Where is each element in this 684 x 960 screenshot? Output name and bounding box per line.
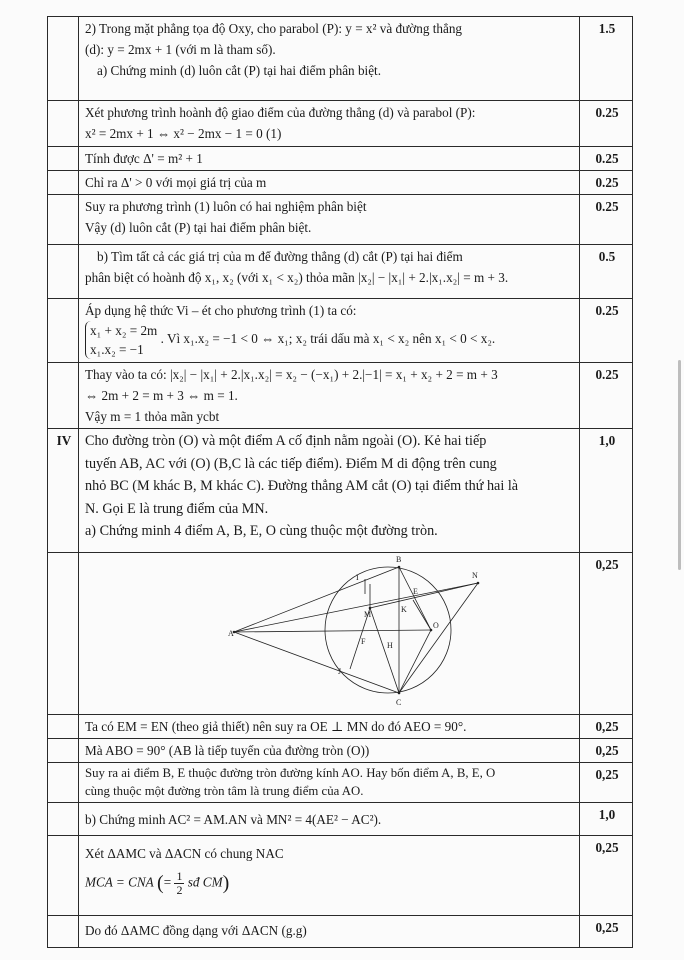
score-cell: 0.25 [580, 147, 633, 171]
table-row [48, 553, 633, 715]
content-line: (d): y = 2mx + 1 (với m là tham số). [85, 42, 276, 57]
label-n: N [472, 571, 478, 580]
content-line: a) Chứng minh (d) luôn cắt (P) tại hai điểm phân biệt. [97, 63, 382, 78]
label-i: I [356, 573, 359, 582]
content-line: Do đó ΔAMC đồng dạng với ΔACN (g.g) [85, 923, 307, 938]
content-line: Ta có EM = EN (theo giả thiết) nên suy ra OE ⊥ MN do đó AEO = 90°. [85, 719, 467, 734]
content-cell [79, 803, 580, 836]
scrollbar-thumb[interactable] [678, 360, 681, 570]
content-line: Chỉ ra Δ' > 0 với mọi giá trị của m [85, 175, 267, 190]
table-row [48, 363, 633, 429]
line-mc [370, 608, 399, 693]
line-eo [413, 600, 431, 630]
content-cell [79, 171, 580, 195]
line-ao [234, 630, 431, 632]
figure-cell [79, 553, 580, 715]
content-line: tuyến AB, AC với (O) (B,C là các tiếp điểm). Điểm M di động trên cung [85, 455, 497, 472]
content-line: nhỏ BC (M khác B, M khác C). Đường thẳng AM cắt (O) tại điểm thứ hai là [85, 478, 519, 494]
content-line: b) Tìm tất cả các giá trị của m để đường thẳng (d) cắt (P) tại hai điểm [97, 249, 463, 264]
table-row [48, 147, 633, 171]
content-line: 2) Trong mặt phẳng tọa độ Oxy, cho parabol (P): y = x² và đường thẳng [85, 21, 463, 36]
score-cell: 1,0 [580, 803, 633, 836]
table-row [48, 101, 633, 147]
score-cell: 0.5 [580, 245, 633, 299]
table-row [48, 836, 633, 916]
table-row [48, 715, 633, 739]
content-line: Suy ra phương trình (1) luôn có hai nghiệm phân biệt [85, 199, 367, 214]
content-line: Suy ra ai điểm B, E thuộc đường tròn đường kính AO. Hay bốn điểm A, B, E, O [85, 766, 496, 780]
table-row [48, 739, 633, 763]
score-cell: 0,25 [580, 763, 633, 803]
content-cell [79, 195, 580, 245]
content-cell [79, 429, 580, 553]
table-row [48, 17, 633, 101]
label-b: B [396, 555, 402, 564]
line-bo [399, 567, 431, 630]
content-line: Vậy m = 1 thỏa mãn ycbt [85, 409, 220, 424]
score-cell: 0,25 [580, 553, 633, 715]
content-cell [79, 763, 580, 803]
content-line: Cho đường tròn (O) và một điểm A cố định nằm ngoài (O). Kẻ hai tiếp [85, 433, 487, 449]
grading-table [47, 16, 633, 948]
table-row [48, 763, 633, 803]
score-cell: 0.25 [580, 299, 633, 363]
equation-right: sđ CM [187, 874, 223, 890]
score-cell: 0,25 [580, 836, 633, 916]
content-line: N. Gọi E là trung điểm của MN. [85, 500, 269, 517]
score-cell: 0.25 [580, 171, 633, 195]
system-brace [85, 321, 157, 359]
content-line: Tính được Δ' = m² + 1 [85, 151, 203, 166]
content-cell [79, 836, 580, 916]
score-cell: 0,25 [580, 715, 633, 739]
angle-equation: MCA = CNA (= $\frac{1}{2}$ sđ CM) [85, 869, 230, 897]
system-eq-1: x₁ + x₂ = 2m [90, 323, 158, 338]
content-cell [79, 299, 580, 363]
label-a: A [228, 629, 234, 638]
tangent-ab [234, 567, 399, 632]
content-cell [79, 245, 580, 299]
score-cell: 0,25 [580, 739, 633, 763]
content-cell [79, 715, 580, 739]
half-fraction [174, 870, 184, 897]
line-nc [399, 583, 478, 693]
content-cell [79, 739, 580, 763]
content-line: cùng thuộc một đường tròn tâm là trung điểm của AO. [85, 784, 364, 798]
table-row [48, 195, 633, 245]
system-eq-2: x₁.x₂ = −1 [90, 342, 144, 357]
table-row [48, 245, 633, 299]
label-h: H [387, 641, 393, 650]
secant-amn [234, 583, 478, 632]
label-e: E [413, 587, 418, 596]
score-cell: 0.25 [580, 195, 633, 245]
content-line: ⇔ 2m + 2 = m + 3 ⇔ m = 1. [85, 388, 238, 403]
section-label: IV [48, 429, 79, 553]
content-cell [79, 101, 580, 147]
table-row [48, 299, 633, 363]
score-cell: 1.5 [580, 17, 633, 101]
content-line: Thay vào ta có: |x₂| − |x₁| + 2.|x₁.x₂| = x₂ − (−x₁) + 2.|−1| = x₁ + x₂ + 2 = m + 3 [85, 367, 498, 382]
content-cell [79, 17, 580, 101]
line-oc [399, 630, 431, 693]
vieta-system [85, 321, 575, 359]
line-mn [370, 583, 478, 608]
score-cell: 0.25 [580, 363, 633, 429]
table-row [48, 803, 633, 836]
fraction-den: 2 [176, 883, 183, 897]
content-cell [79, 916, 580, 948]
label-k: K [401, 605, 407, 614]
content-line: Mà ABO = 90° (AB là tiếp tuyến của đường tròn (O)) [85, 743, 370, 758]
table-row [48, 171, 633, 195]
score-cell: 0.25 [580, 101, 633, 147]
content-cell [79, 363, 580, 429]
label-o: O [433, 621, 439, 630]
section-cell [48, 17, 79, 101]
label-f: F [361, 637, 366, 646]
content-line: Xét phương trình hoành độ giao điểm của đường thẳng (d) và parabol (P): [85, 105, 476, 120]
content-line: phân biệt có hoành độ x₁, x₂ (với x₁ < x₂) thỏa mãn |x₂| − |x₁| + 2.|x₁.x₂| = m + 3. [85, 270, 509, 285]
content-cell [79, 147, 580, 171]
label-j: J [338, 667, 342, 676]
equation-left: MCA = CNA [85, 874, 154, 890]
label-c: C [396, 698, 402, 707]
table-row [48, 429, 633, 553]
content-line: Áp dụng hệ thức Vi – ét cho phương trình (1) ta có: [85, 303, 357, 318]
content-line: x² = 2mx + 1 ⇔ x² − 2mx − 1 = 0 (1) [85, 126, 282, 141]
table-row [48, 916, 633, 948]
vieta-conclusion: . Vì x₁.x₂ = −1 < 0 ⇔ x₁; x₂ trái dấu mà x₁ < x₂ nên x₁ < 0 < x₂. [160, 331, 496, 347]
score-cell: 1,0 [580, 429, 633, 553]
fraction-num: 1 [176, 869, 183, 883]
label-m: M [364, 610, 372, 619]
score-cell: 0,25 [580, 916, 633, 948]
content-line: a) Chứng minh 4 điểm A, B, E, O cùng thuộc một đường tròn. [85, 523, 438, 539]
content-line: Vậy (d) luôn cắt (P) tại hai điểm phân biệt. [85, 220, 312, 235]
content-line: b) Chứng minh AC² = AM.AN và MN² = 4(AE² − AC²). [85, 812, 382, 827]
content-line: Xét ΔAMC và ΔACN có chung NAC [85, 846, 284, 861]
tangent-ac [234, 632, 399, 693]
geometry-figure [180, 554, 480, 709]
